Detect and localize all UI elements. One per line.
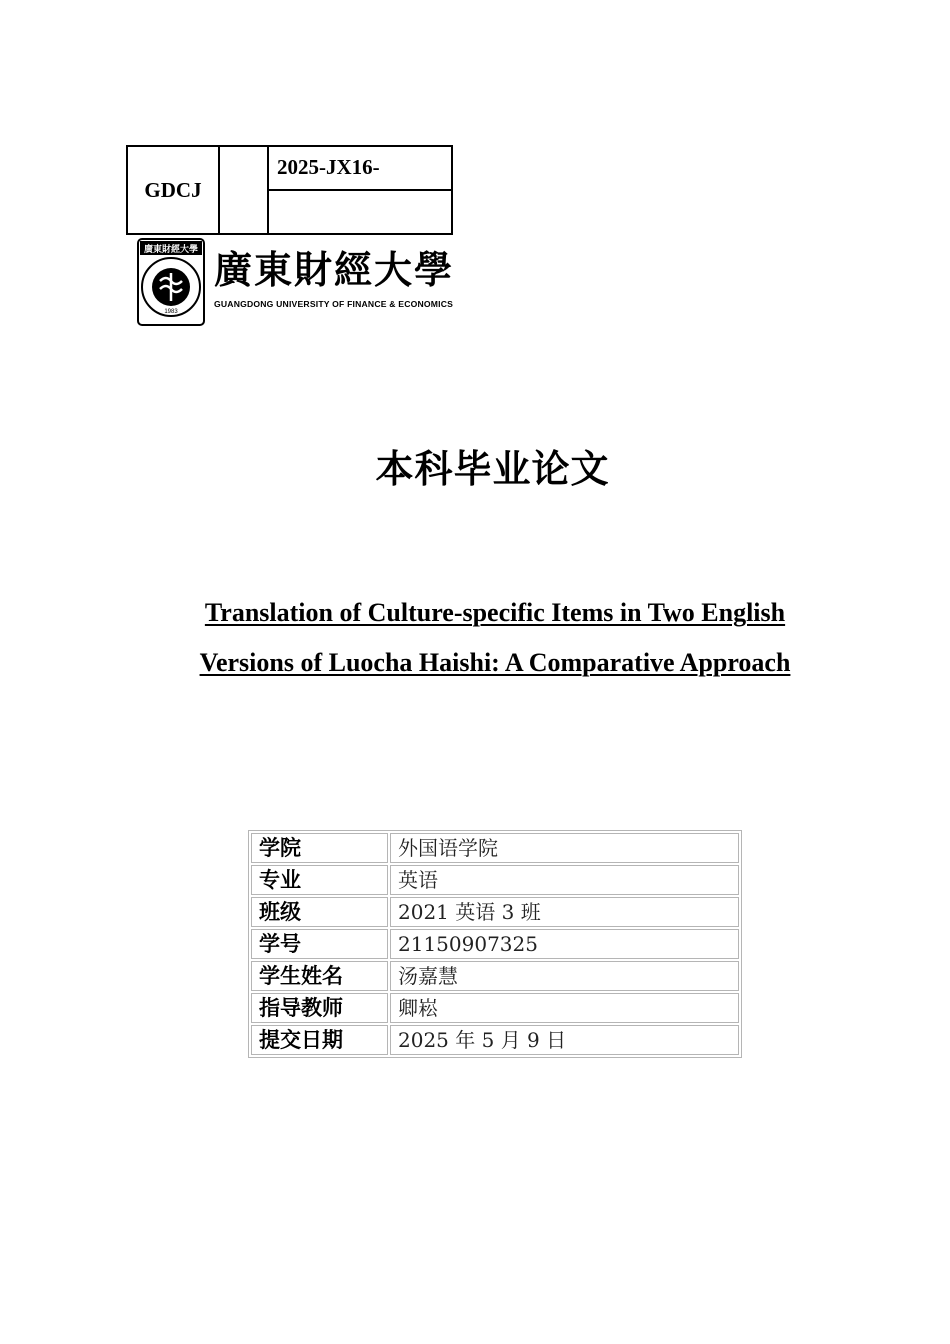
info-label: 学号 [251, 929, 388, 959]
table-row [251, 961, 739, 991]
table-row [251, 833, 739, 863]
code-number-blank [268, 190, 452, 234]
info-value: 2021 英语 3 班 [390, 897, 739, 927]
info-label: 指导教师 [251, 993, 388, 1023]
table-row [251, 1025, 739, 1055]
info-label: 提交日期 [251, 1025, 388, 1055]
info-value: 卿崧 [390, 993, 739, 1023]
info-label: 学院 [251, 833, 388, 863]
svg-text:廣東財經大學: 廣東財經大學 [143, 245, 199, 255]
svg-text:1983: 1983 [164, 309, 178, 315]
table-row [251, 929, 739, 959]
university-name-en: GUANGDONG UNIVERSITY OF FINANCE & ECONOMICS [214, 299, 454, 309]
info-value: 英语 [390, 865, 739, 895]
university-seal-icon [138, 239, 204, 325]
info-value: 2025 年 5 月 9 日 [390, 1025, 739, 1055]
info-value: 汤嘉慧 [390, 961, 739, 991]
table-row [251, 993, 739, 1023]
info-label: 专业 [251, 865, 388, 895]
code-blank-cell [219, 146, 268, 234]
university-logo [136, 237, 466, 327]
info-label: 学生姓名 [251, 961, 388, 991]
student-info-table [248, 830, 742, 1058]
document-code-box [126, 145, 453, 235]
thesis-title [150, 588, 840, 688]
table-row [251, 897, 739, 927]
page-title: 本科毕业论文 [375, 447, 610, 491]
thesis-title-line2: Versions of Luocha Haishi: A Comparative Approach [199, 648, 791, 677]
table-row [251, 865, 739, 895]
code-number: 2025-JX16- [268, 146, 452, 190]
info-value: 外国语学院 [390, 833, 739, 863]
university-name-cn: 廣東財經大學 [214, 247, 455, 292]
code-prefix: GDCJ [127, 146, 219, 234]
info-value: 21150907325 [390, 929, 739, 959]
info-label: 班级 [251, 897, 388, 927]
thesis-title-line1: Translation of Culture-specific Items in Two English [204, 598, 786, 627]
